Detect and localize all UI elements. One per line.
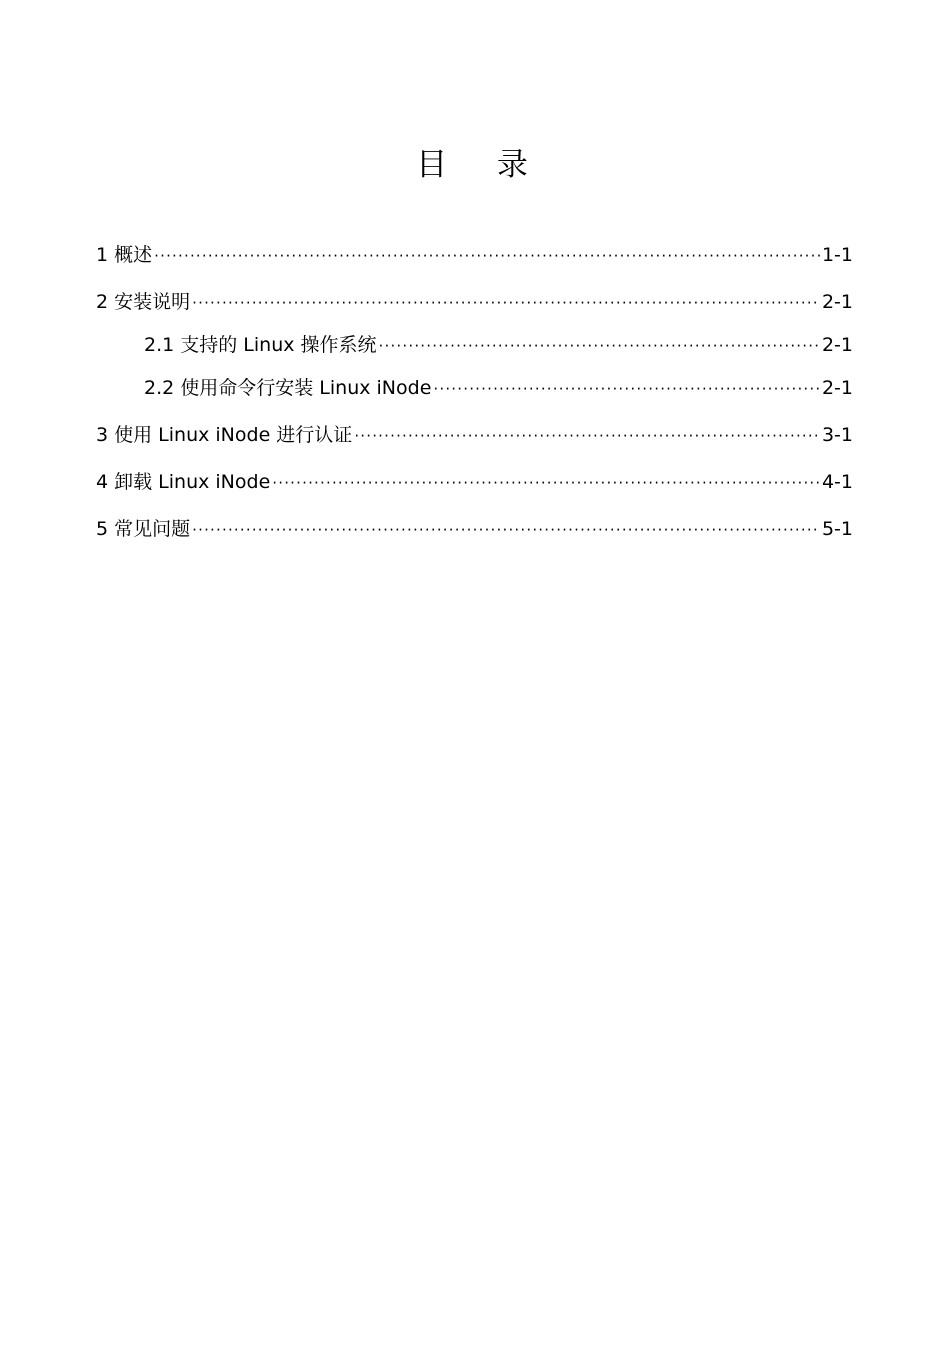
toc-entry-installation[interactable] (96, 287, 853, 317)
toc-entry-page: 5-1 (821, 518, 853, 540)
toc-entry-label: 2.1 支持的 Linux 操作系统 (144, 334, 377, 356)
dot-leader (354, 421, 820, 451)
toc-entry-uninstall[interactable] (96, 467, 853, 497)
dot-leader (379, 331, 820, 361)
toc-entry-label: 5 常见问题 (96, 518, 191, 540)
dot-leader (154, 241, 820, 271)
toc-entry-page: 3-1 (821, 424, 853, 446)
toc-entry-cli-install[interactable] (96, 373, 853, 403)
toc-entry-label: 1 概述 (96, 244, 153, 266)
toc-entry-label: 3 使用 Linux iNode 进行认证 (96, 424, 353, 446)
toc-entry-page: 2-1 (821, 377, 853, 399)
toc-entry-page: 2-1 (821, 334, 853, 356)
toc-entry-faq[interactable] (96, 514, 853, 544)
toc-entry-page: 1-1 (821, 244, 853, 266)
page-title: 目 录 (416, 147, 548, 183)
toc-entry-label: 2.2 使用命令行安装 Linux iNode (144, 377, 432, 399)
toc-entry-overview[interactable] (96, 240, 853, 270)
table-of-contents (96, 240, 853, 544)
dot-leader (192, 515, 820, 545)
dot-leader (433, 374, 820, 404)
toc-entry-page: 2-1 (821, 291, 853, 313)
toc-entry-label: 2 安装说明 (96, 291, 191, 313)
toc-entry-page: 4-1 (821, 471, 853, 493)
dot-leader (272, 468, 820, 498)
toc-entry-label: 4 卸载 Linux iNode (96, 471, 271, 493)
toc-entry-authentication[interactable] (96, 420, 853, 450)
toc-entry-supported-os[interactable] (96, 330, 853, 360)
dot-leader (192, 288, 820, 318)
